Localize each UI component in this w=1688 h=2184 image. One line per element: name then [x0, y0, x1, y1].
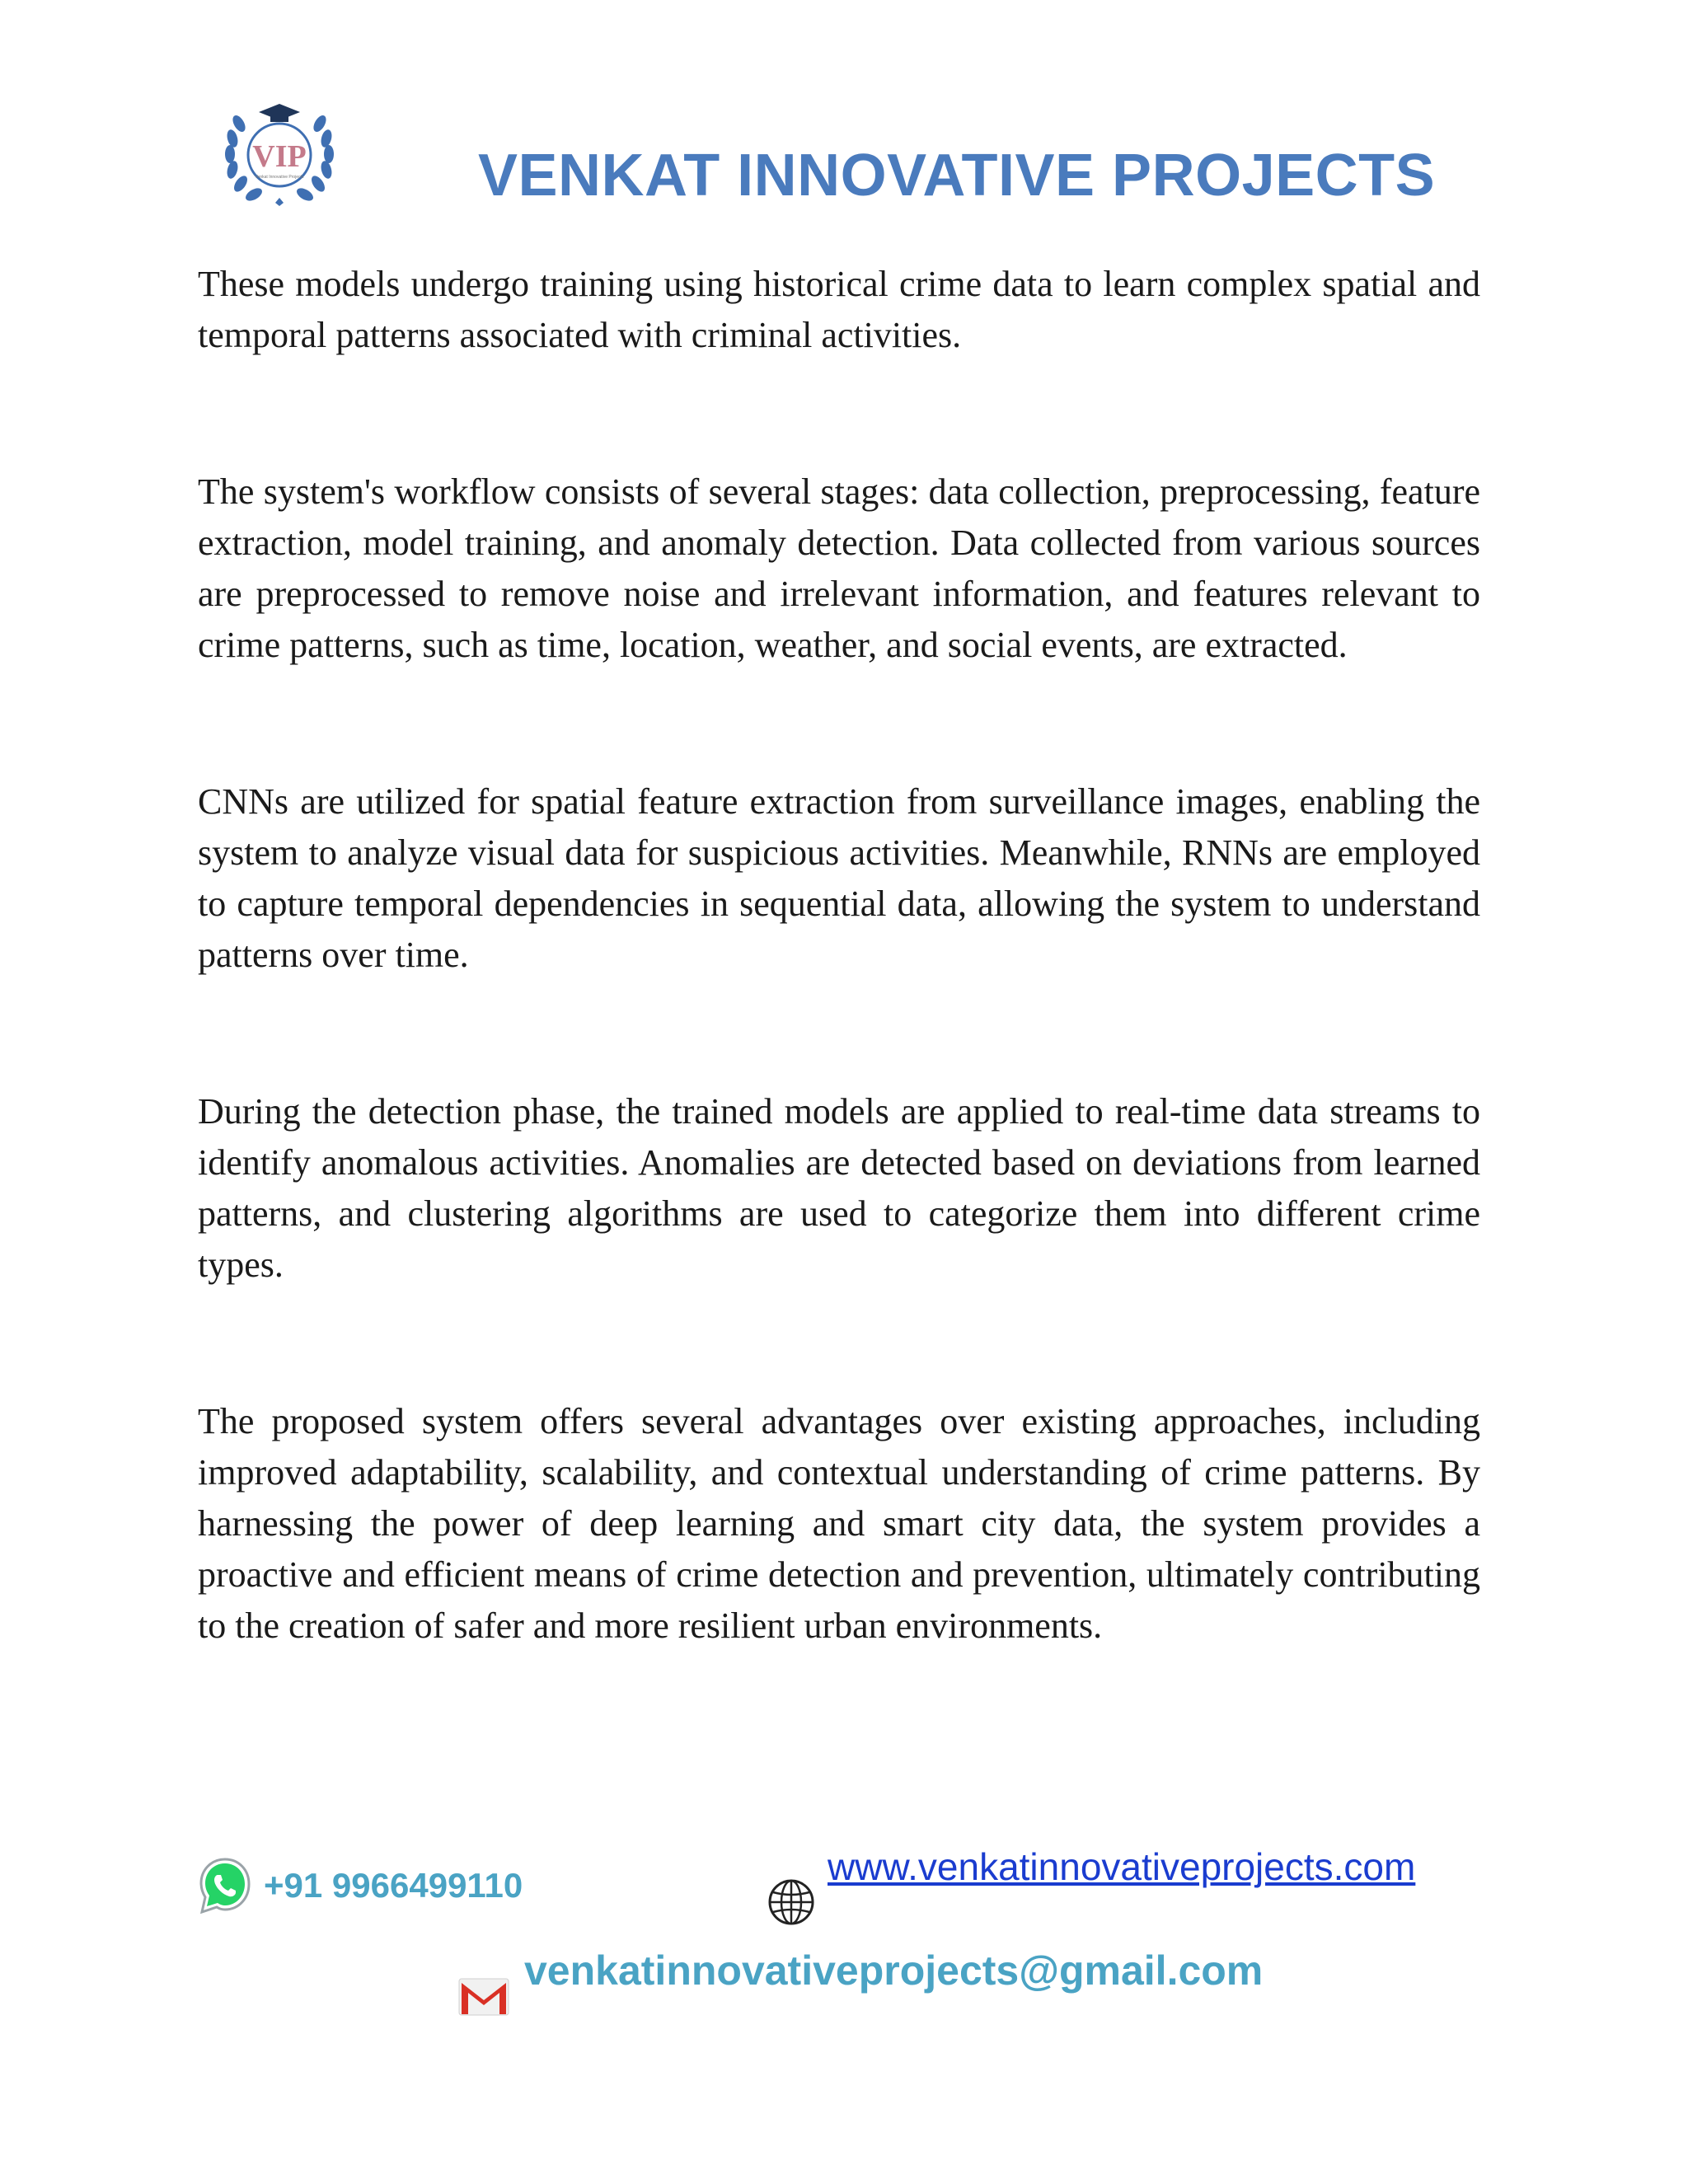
svg-text:Venkat Innovative Projects: Venkat Innovative Projects — [255, 175, 304, 180]
paragraph: These models undergo training using historical crime data to learn complex spatial and temporal patterns associated with criminal activities. — [198, 264, 1480, 355]
paragraph: CNNs are utilized for spatial feature extraction from surveillance images, enabling the system to analyze visual data for suspicious activities. Meanwhile, RNNs are employed to capture temporal dependencies in sequential data, allowing the system to understand patterns over time. — [198, 781, 1480, 975]
whatsapp-icon — [198, 1853, 252, 1919]
paragraph: The proposed system offers several advantages over existing approaches, including improved adaptability, scalability, and contextual understanding of crime patterns. By harnessing the power of deep learning and smart city data, the system provides a proactive and efficient means of crime detection and prevention, ultimately contributing to the creation of safer and more resilient urban environments. — [198, 1401, 1480, 1646]
paragraph: The system's workflow consists of several stages: data collection, preprocessing, feature extraction, model training, and anomaly detection. Data collected from various sources are preprocessed to remove noise and irrelevant information, and features relevant to crime patterns, such as time, location, weather, and social events, are extracted. — [198, 471, 1480, 665]
brand-title: VENKAT INNOVATIVE PROJECTS — [478, 143, 1436, 209]
phone-number: +91 9966499110 — [264, 1866, 523, 1905]
svg-text:VIP: VIP — [252, 139, 307, 174]
website-link[interactable]: www.venkatinnovativeprojects.com — [828, 1845, 1416, 1888]
document-body — [198, 259, 1480, 1757]
globe-icon — [767, 1877, 816, 1927]
vip-logo — [221, 99, 338, 208]
paragraph: During the detection phase, the trained models are applied to real-time data streams to identify anomalous activities. Anomalies are detected based on deviations from learned patterns, and clustering algorithms are used to categorize them into different crime types. — [198, 1091, 1480, 1285]
phone-contact[interactable] — [198, 1853, 523, 1919]
gmail-icon — [458, 1978, 509, 2016]
email-address[interactable]: venkatinnovativeprojects@gmail.com — [524, 1947, 1264, 1994]
